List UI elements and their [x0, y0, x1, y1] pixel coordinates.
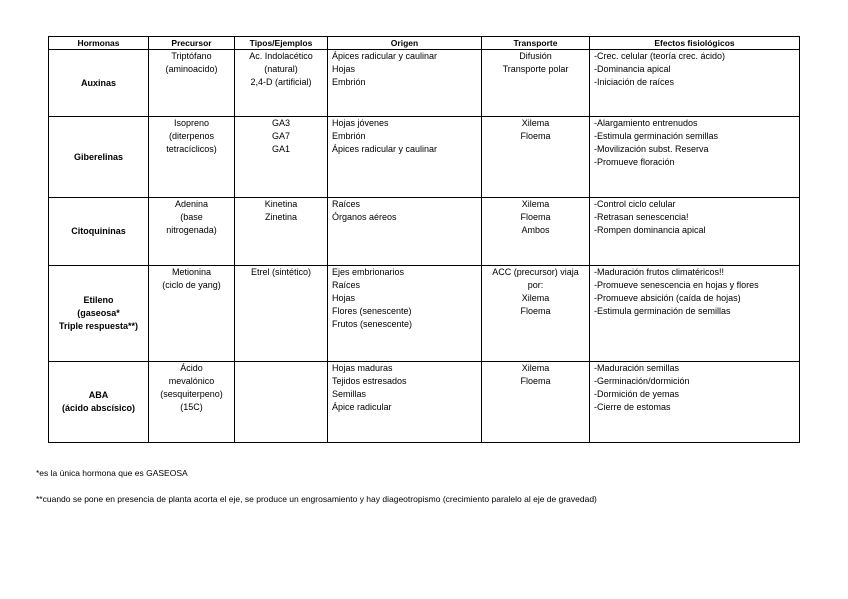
cell-line: Transporte polar	[502, 64, 569, 74]
cell-transporte	[482, 50, 590, 117]
cell-line: Kinetina	[264, 199, 298, 209]
cell-line: -Estimula germinación semillas	[594, 131, 719, 141]
cell-line: Difusión	[519, 51, 552, 61]
header-origen: Origen	[328, 37, 482, 50]
cell-line: -Iniciación de raíces	[594, 77, 675, 87]
header-tipos: Tipos/Ejemplos	[235, 37, 328, 50]
cell-line: -Dominancia apical	[594, 64, 671, 74]
cell-line: GA1	[271, 144, 290, 154]
cell-hormone	[49, 198, 149, 266]
cell-line: Raíces	[332, 280, 361, 290]
cell-line: Ac. Indolacético	[249, 51, 313, 61]
cell-line: -Maduración semillas	[594, 363, 680, 373]
cell-tipos	[235, 362, 328, 443]
cell-transporte	[482, 198, 590, 266]
cell-line: Hojas jóvenes	[332, 118, 389, 128]
cell-line: Ápice radicular	[332, 402, 392, 412]
cell-line: Órganos aéreos	[332, 212, 397, 222]
cell-precursor	[149, 362, 235, 443]
cell-line: GA7	[271, 131, 290, 141]
header-row	[49, 37, 800, 50]
cell-line: Ápices radicular y caulinar	[332, 144, 438, 154]
cell-line: Raíces	[332, 199, 361, 209]
cell-line: -Estimula germinación de semillas	[594, 306, 731, 316]
cell-efectos	[590, 117, 800, 198]
cell-line: -Alargamiento entrenudos	[594, 118, 698, 128]
cell-efectos	[590, 198, 800, 266]
cell-line: por:	[527, 280, 544, 290]
cell-line: (diterpenos	[168, 131, 215, 141]
cell-transporte	[482, 362, 590, 443]
cell-tipos	[235, 117, 328, 198]
cell-line: Frutos (senescente)	[332, 319, 413, 329]
cell-line: (aminoacido)	[165, 64, 218, 74]
table-body	[49, 50, 800, 443]
cell-line: -Promueve floración	[594, 157, 675, 167]
cell-line: Ambos	[521, 225, 550, 235]
cell-line: Adenina	[174, 199, 209, 209]
cell-transporte	[482, 266, 590, 362]
table-row	[49, 198, 800, 266]
cell-line: -Promueve senescencia en hojas y flores	[594, 280, 759, 290]
header-efectos: Efectos fisiológicos	[590, 37, 800, 50]
cell-line: (base	[180, 212, 203, 222]
cell-efectos	[590, 266, 800, 362]
cell-origen	[328, 198, 482, 266]
cell-line: (sesquiterpeno)	[160, 389, 223, 399]
cell-line: -Cierre de estomas	[594, 402, 671, 412]
cell-line: Triple respuesta**)	[58, 321, 139, 331]
cell-line: Tejidos estresados	[332, 376, 407, 386]
cell-origen	[328, 362, 482, 443]
table-row	[49, 117, 800, 198]
cell-line: Xilema	[521, 293, 550, 303]
cell-line: Isopreno	[173, 118, 210, 128]
header-transporte: Transporte	[482, 37, 590, 50]
cell-line: ACC (precursor) viaja	[492, 267, 579, 277]
cell-line: -Dormición de yemas	[594, 389, 680, 399]
cell-line: Zinetina	[264, 212, 298, 222]
cell-line: (ácido abscísico)	[61, 403, 136, 413]
cell-line: Ápices radicular y caulinar	[332, 51, 438, 61]
table-row	[49, 266, 800, 362]
cell-line: (natural)	[264, 64, 298, 74]
hormone-table	[48, 36, 800, 443]
cell-line: GA3	[271, 118, 290, 128]
cell-line: 2,4-D (artificial)	[250, 77, 312, 87]
cell-line: Metionina	[171, 267, 212, 277]
cell-line: Auxinas	[80, 77, 116, 88]
cell-line: (ciclo de yang)	[162, 280, 221, 290]
cell-hormone	[49, 117, 149, 198]
cell-line: Etileno	[83, 295, 114, 305]
cell-line: Flores (senescente)	[332, 306, 412, 316]
cell-line: Hojas	[332, 293, 356, 303]
footnote-triple-respuesta: **cuando se pone en presencia de planta acorta el eje, se produce un engrosamiento y hay diageotropismo (crecimiento paralelo al eje de gravedad)	[36, 494, 597, 504]
cell-line: -Retrasan senescencia!	[594, 212, 689, 222]
cell-line: Floema	[520, 306, 551, 316]
cell-line: -Control ciclo celular	[594, 199, 676, 209]
cell-line: Triptófano	[171, 51, 212, 61]
cell-hormone	[49, 266, 149, 362]
cell-line: Giberelinas	[73, 151, 124, 162]
cell-line: Hojas	[332, 64, 356, 74]
cell-line: Floema	[520, 212, 551, 222]
cell-hormone	[49, 362, 149, 443]
cell-line: Embrión	[332, 131, 366, 141]
cell-precursor	[149, 117, 235, 198]
cell-line: -Germinación/dormición	[594, 376, 690, 386]
cell-origen	[328, 50, 482, 117]
cell-origen	[328, 266, 482, 362]
cell-line: -Promueve absición (caída de hojas)	[594, 293, 741, 303]
cell-line: Xilema	[521, 363, 550, 373]
cell-precursor	[149, 266, 235, 362]
cell-tipos	[235, 198, 328, 266]
cell-precursor	[149, 198, 235, 266]
cell-origen	[328, 117, 482, 198]
cell-precursor	[149, 50, 235, 117]
cell-line: nitrogenada)	[166, 225, 217, 235]
cell-transporte	[482, 117, 590, 198]
cell-line: Ejes embrionarios	[332, 267, 405, 277]
cell-tipos	[235, 50, 328, 117]
cell-line: (gaseosa*	[77, 308, 120, 318]
cell-line: Floema	[520, 131, 551, 141]
cell-line: tetracíclicos)	[166, 144, 217, 154]
cell-line: -Maduración frutos climatéricos!!	[594, 267, 725, 277]
table-row	[49, 362, 800, 443]
cell-line: (15C)	[180, 402, 203, 412]
cell-line: -Movilización subst. Reserva	[594, 144, 709, 154]
header-hormonas: Hormonas	[49, 37, 149, 50]
cell-line: ABA	[88, 390, 109, 400]
cell-tipos	[235, 266, 328, 362]
table-row	[49, 50, 800, 117]
header-precursor: Precursor	[149, 37, 235, 50]
cell-line: Semillas	[332, 389, 367, 399]
cell-line: Xilema	[521, 118, 550, 128]
cell-line: Embrión	[332, 77, 366, 87]
cell-line: Ácido	[180, 363, 203, 373]
cell-line: Etrel (sintético)	[250, 267, 312, 277]
footnotes	[36, 467, 597, 519]
footnote-gaseosa: *es la única hormona que es GASEOSA	[36, 468, 188, 478]
cell-efectos	[590, 50, 800, 117]
cell-line: Xilema	[521, 199, 550, 209]
cell-line: mevalónico	[168, 376, 215, 386]
cell-line: Hojas maduras	[332, 363, 393, 373]
cell-hormone	[49, 50, 149, 117]
cell-line: Citoquininas	[71, 226, 126, 236]
cell-line: Floema	[520, 376, 551, 386]
cell-line: -Crec. celular (teoría crec. ácido)	[594, 51, 726, 61]
cell-line: -Rompen dominancia apical	[594, 225, 706, 235]
cell-efectos	[590, 362, 800, 443]
